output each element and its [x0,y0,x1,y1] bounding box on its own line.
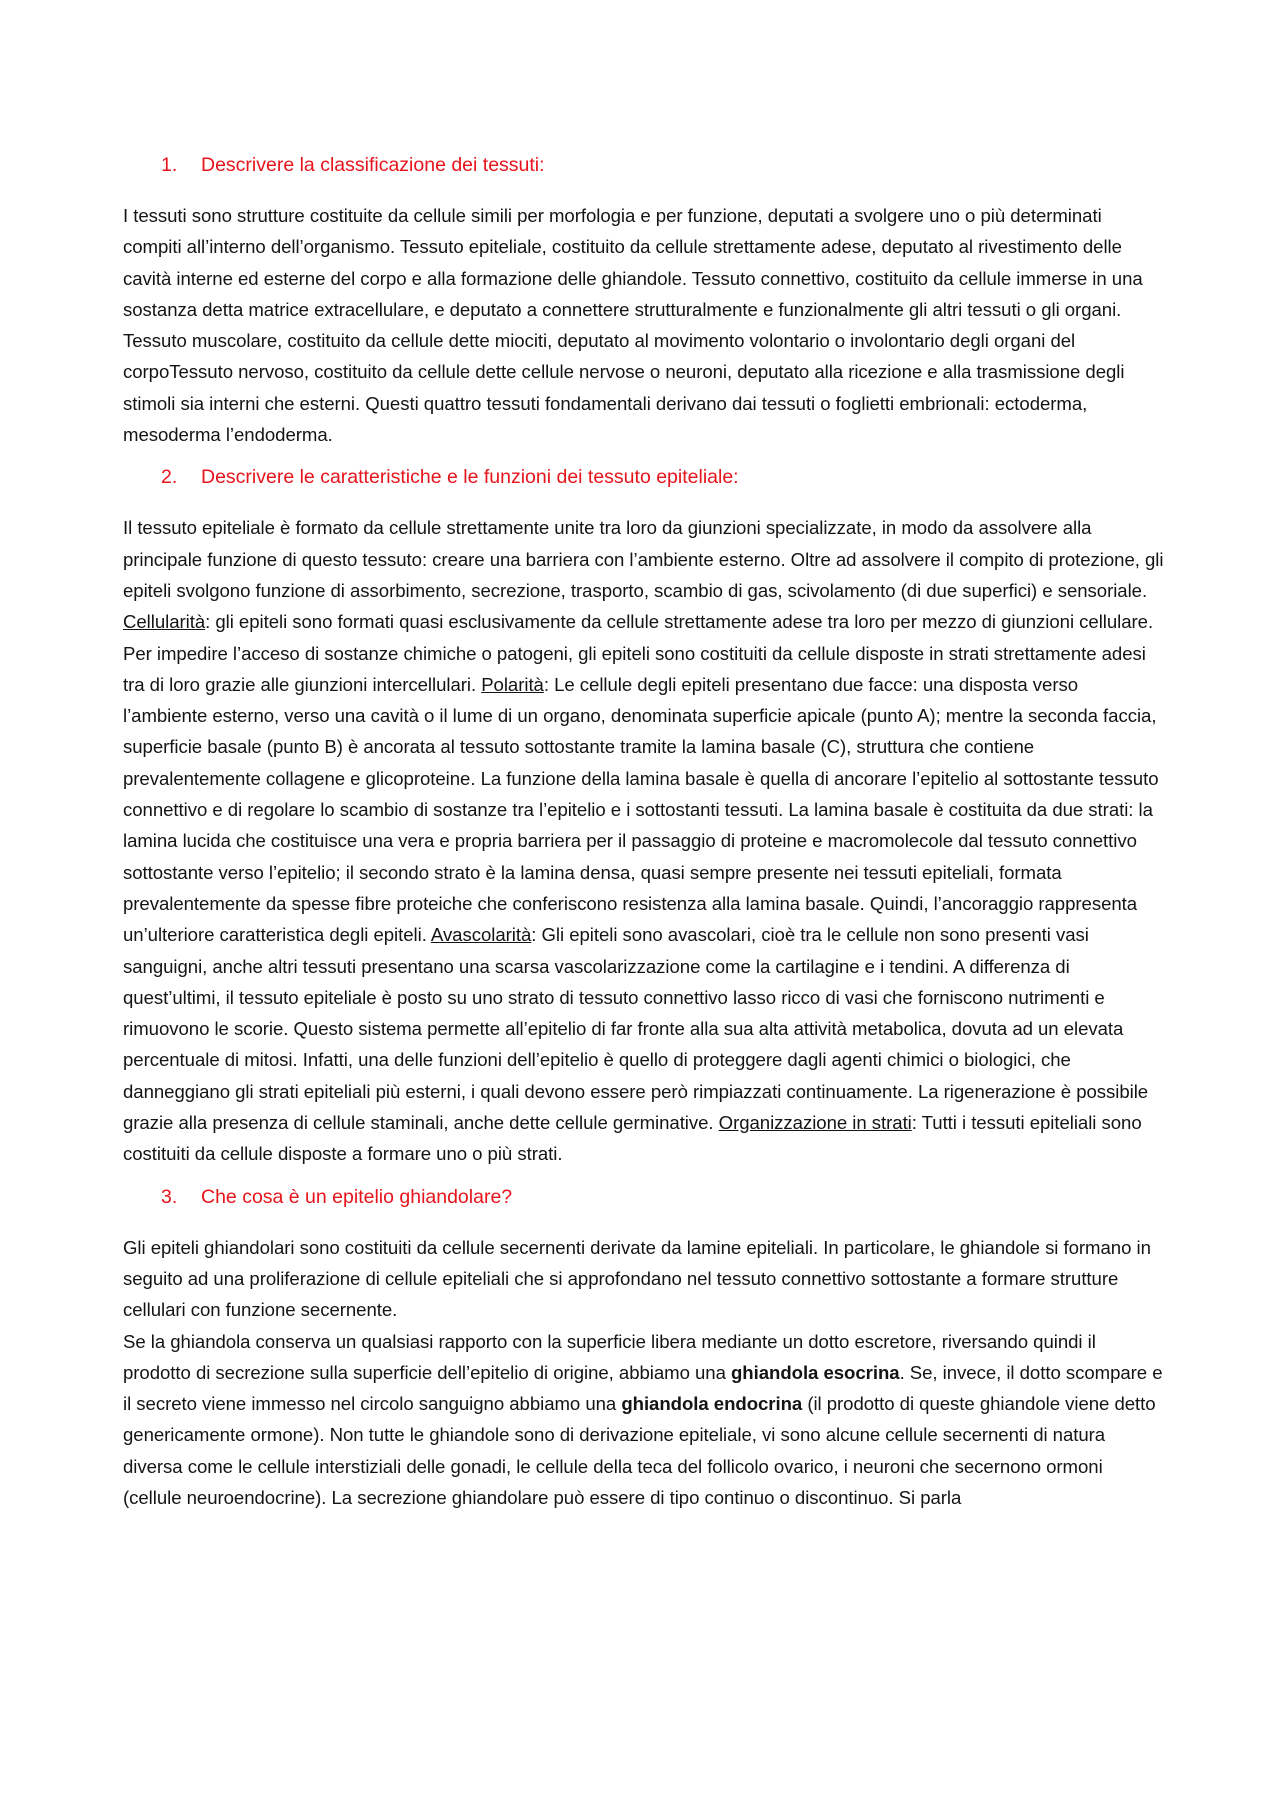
section-2-paragraph [123,512,1165,1169]
term-ghiandola-endocrina: ghiandola endocrina [621,1393,803,1415]
ghiandola-text-c: (il prodotto di queste ghiandole viene detto genericamente ormone). Non tutte le ghiandole sono di derivazione epiteliale, vi sono alcune cellule secernenti di natura diversa come le cellule interstiziali delle gonadi, le cellule della teca del follicolo ovarico, i neuroni che secernono ormoni (cellule neuroendocrine). La secrezione ghiandolare può essere di tipo continuo o discontinuo. Si parla [123,1393,1156,1508]
ghiandola-text-b: . Se, invece, il dotto scompare e il secreto viene immesso nel circolo sanguigno abbiamo una [123,1361,1163,1415]
section-number: 3. [161,1185,178,1208]
term-cellularita: Cellularità [123,611,206,633]
term-avascolarita: Avascolarità [430,924,532,946]
section-number: 1. [161,154,178,176]
term-polarita: Polarità [481,673,544,695]
avascolarita-text: : Gli epiteli sono avascolari, cioè tra le cellule non sono presenti vasi sanguigni, anche altri tessuti presentano una scarsa vascolarizzazione come la cartilagine e i tendini. A differenza di quest’ultimi, il tessuto epiteliale è posto su uno strato di tessuto connettivo lasso ricco di vasi che forniscono nutrimenti e rimuovono le scorie. Questo sistema permette all’epitelio di far fronte alla sua alta attività metabolica, dovuta ad un elevata percentuale di mitosi. Infatti, una delle funzioni dell’epitelio è quello di proteggere dagli agenti chimici o biologici, che danneggiano gli strati epiteliali più esterni, i quali devono essere però rimpiazzati continuamente. La rigenerazione è possibile grazie alla presenza di cellule staminali, anche dette cellule germinative. [123,924,1149,1134]
polarita-text: : Le cellule degli epiteli presentano due facce: una disposta verso l’ambiente esterno, verso una cavità o il lume di un organo, denominata superficie apicale (punto A); mentre la seconda faccia, superficie basale (punto B) è ancorata al tessuto sottostante tramite la lamina basale (C), struttura che contiene prevalentemente collagene e glicoproteine. La funzione della lamina basale è quella di ancorare l’epitelio al sottostante tessuto connettivo e di regolare lo scambio di sostanze tra l’epitelio e i sottostanti tessuti. La lamina basale è costituita da due strati: la lamina lucida che costituisce una vera e propria barriera per il passaggio di proteine e macromolecole dal tessuto connettivo sottostante verso l’epitelio; il secondo strato è la lamina densa, quasi sempre presente nei tessuti epiteliali, formata prevalentemente da spesse fibre proteiche che conferiscono resistenza alla lamina basale. Quindi, l’ancoraggio rappresenta un’ulteriore caratteristica degli epiteli. [123,673,1159,946]
section-heading-1 [123,152,1165,178]
section-title: Descrivere la classificazione dei tessuti: [201,154,545,176]
document-body [123,152,1165,1513]
section-title: Che cosa è un epitelio ghiandolare? [201,1185,513,1208]
section-3-paragraph-2 [123,1326,1165,1514]
term-ghiandola-esocrina: ghiandola esocrina [731,1361,900,1383]
strati-text: : Tutti i tessuti epiteliali sono costituiti da cellule disposte a formare uno o più strati. [123,1112,1142,1165]
intro-text: Il tessuto epiteliale è formato da cellule strettamente unite tra loro da giunzioni specializzate, in modo da assolvere alla principale funzione di questo tessuto: creare una barriera con l’ambiente esterno. Oltre ad assolvere il compito di protezione, gli epiteli svolgono funzione di assorbimento, secrezione, trasporto, scambio di gas, scivolamento (di due superfici) e sensoriale. [123,517,1164,601]
section-title: Descrivere le caratteristiche e le funzioni dei tessuto epiteliale: [201,466,739,489]
section-1-paragraph: I tessuti sono strutture costituite da cellule simili per morfologia e per funzione, deputati a svolgere uno o più determinati compiti all’interno dell’organismo. Tessuto epiteliale, costituito da cellule strettamente adese, deputato al rivestimento delle cavità interne ed esterne del corpo e alla formazione delle ghiandole. Tessuto connettivo, costituito da cellule immerse in una sostanza detta matrice extracellulare, e deputato a connettere strutturalmente e funzionalmente gli altri tessuti o gli organi. Tessuto muscolare, costituito da cellule dette miociti, deputato al movimento volontario o involontario degli organi del corpoTessuto nervoso, costituito da cellule dette cellule nervose o neuroni, deputato alla ricezione e alla trasmissione degli stimoli sia interni che esterni. Questi quattro tessuti fondamentali derivano dai tessuti o foglietti embrionali: ectoderma, mesoderma l’endoderma. [123,205,1143,446]
cellularita-text: : gli epiteli sono formati quasi esclusivamente da cellule strettamente adese tra loro per mezzo di giunzioni cellulare. Per impedire l’acceso di sostanze chimiche o patogeni, gli epiteli sono costituiti da cellule disposte in strati strettamente adesi tra di loro grazie alle giunzioni intercellulari. [123,611,1154,695]
section-number: 2. [161,466,178,489]
section-heading-2 [123,464,1165,490]
ghiandola-text-a: Se la ghiandola conserva un qualsiasi rapporto con la superficie libera mediante un dotto escretore, riversando quindi il prodotto di secrezione sulla superficie dell’epitelio di origine, abbiamo una [123,1330,1096,1383]
section-3-paragraph-1: Gli epiteli ghiandolari sono costituiti da cellule secernenti derivate da lamine epiteliali. In particolare, le ghiandole si formano in seguito ad una proliferazione di cellule epiteliali che si approfondano nel tessuto connettivo sottostante a formare strutture cellulari con funzione secernente. [123,1236,1151,1321]
term-organizzazione-strati: Organizzazione in strati [718,1112,912,1134]
section-heading-3 [123,1184,1165,1210]
